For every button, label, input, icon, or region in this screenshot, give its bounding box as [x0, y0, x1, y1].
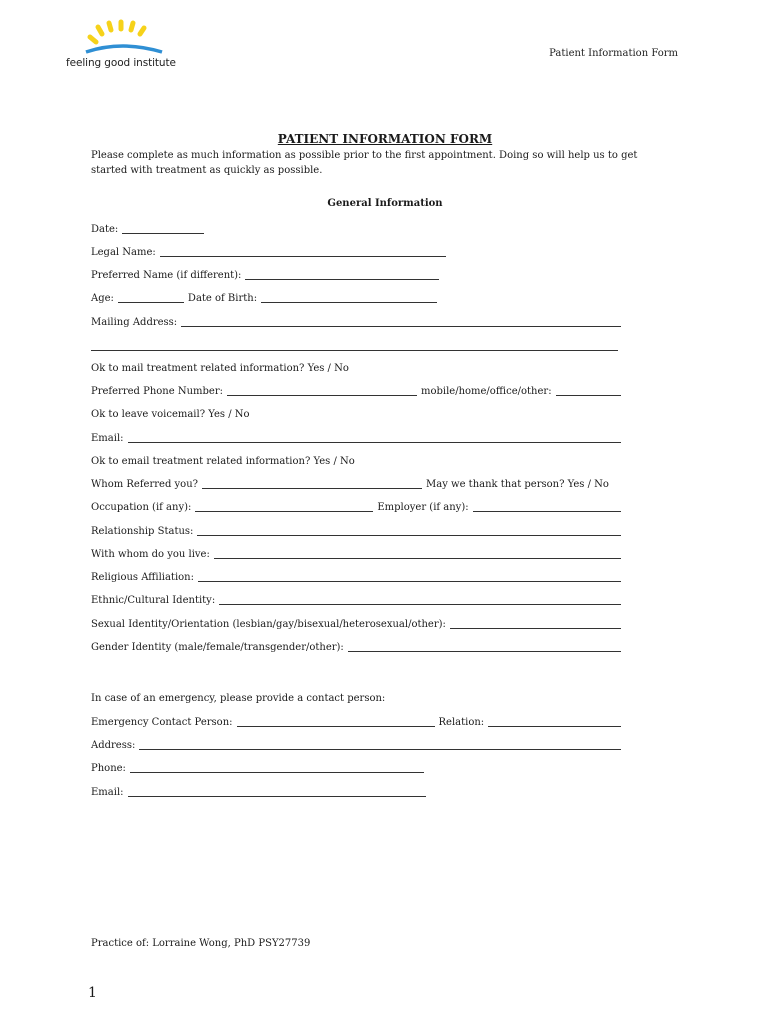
religious-field[interactable] — [198, 572, 621, 582]
relationship-field[interactable] — [197, 526, 621, 536]
page-number: 1 — [88, 985, 97, 1001]
preferred-phone-field[interactable] — [227, 386, 417, 396]
date-label: Date: — [91, 224, 119, 235]
relation-label: Relation: — [438, 717, 485, 728]
section-heading-general: General Information — [327, 198, 443, 209]
address-label: Address: — [91, 740, 136, 751]
emergency-intro-row — [91, 690, 621, 704]
occupation-label: Occupation (if any): — [91, 502, 192, 513]
email-row — [91, 430, 621, 444]
phone-row — [91, 760, 621, 774]
form-intro: Please complete as much information as possible prior to the first appointment. Doing so will help us to get started with treatment as quickly as possible. — [91, 150, 638, 176]
relationship-label: Relationship Status: — [91, 526, 194, 537]
ok-voicemail-row — [91, 406, 621, 420]
email2-field[interactable] — [128, 787, 426, 797]
age-dob-row — [91, 290, 621, 304]
mailing-address-label: Mailing Address: — [91, 317, 178, 328]
gender-identity-field[interactable] — [348, 642, 621, 652]
legal-name-field[interactable] — [160, 247, 446, 257]
phone-label: Phone: — [91, 763, 126, 774]
gender-identity-label: Gender Identity (male/female/transgender/other): — [91, 642, 344, 653]
employer-label: Employer (if any): — [377, 502, 469, 513]
ethnic-field[interactable] — [219, 595, 621, 605]
email-field[interactable] — [128, 433, 621, 443]
sun-logo-icon — [62, 18, 182, 58]
dob-label: Date of Birth: — [187, 293, 258, 304]
live-with-field[interactable] — [214, 549, 621, 559]
ok-mail-question[interactable]: Ok to mail treatment related information? Yes / No — [91, 363, 349, 374]
live-with-row — [91, 546, 621, 560]
phone-type-label: mobile/home/office/other: — [420, 386, 552, 397]
legal-name-row — [91, 244, 621, 258]
sexual-identity-field[interactable] — [450, 619, 621, 629]
email2-row — [91, 784, 621, 798]
email-label: Email: — [91, 433, 124, 444]
ok-email-row — [91, 453, 621, 467]
logo-text: feeling good institute — [66, 57, 176, 69]
legal-name-label: Legal Name: — [91, 247, 156, 258]
phone-field[interactable] — [130, 763, 424, 773]
email2-label: Email: — [91, 787, 124, 798]
preferred-name-field[interactable] — [245, 270, 439, 280]
emergency-intro: In case of an emergency, please provide a contact person: — [91, 693, 386, 704]
practice-footer: Practice of: Lorraine Wong, PhD PSY27739 — [91, 938, 311, 949]
age-label: Age: — [91, 293, 114, 304]
ok-mail-row — [91, 360, 621, 374]
preferred-phone-row — [91, 383, 621, 397]
relation-field[interactable] — [488, 717, 621, 727]
mailing-address-row-2 — [91, 337, 621, 351]
address-field[interactable] — [139, 740, 621, 750]
religious-row — [91, 569, 621, 583]
sexual-identity-label: Sexual Identity/Orientation (lesbian/gay/bisexual/heterosexual/other): — [91, 619, 446, 630]
mailing-address-field-2[interactable] — [91, 341, 618, 351]
preferred-name-label: Preferred Name (if different): — [91, 270, 242, 281]
employer-field[interactable] — [473, 502, 621, 512]
date-row — [91, 221, 621, 235]
gender-identity-row — [91, 639, 621, 653]
mailing-address-row — [91, 314, 621, 328]
date-field[interactable] — [122, 224, 204, 234]
referred-row — [91, 476, 631, 490]
ethnic-label: Ethnic/Cultural Identity: — [91, 595, 216, 606]
mailing-address-field[interactable] — [181, 317, 621, 327]
dob-field[interactable] — [261, 293, 437, 303]
phone-type-field[interactable] — [556, 386, 621, 396]
occupation-row — [91, 499, 621, 513]
preferred-phone-label: Preferred Phone Number: — [91, 386, 223, 397]
age-field[interactable] — [118, 293, 184, 303]
address-row — [91, 737, 621, 751]
religious-label: Religious Affiliation: — [91, 572, 194, 583]
occupation-field[interactable] — [195, 502, 373, 512]
emergency-contact-row — [91, 714, 621, 728]
document-label: Patient Information Form — [549, 48, 678, 59]
emergency-contact-label: Emergency Contact Person: — [91, 717, 233, 728]
ok-voicemail-question[interactable]: Ok to leave voicemail? Yes / No — [91, 409, 250, 420]
sexual-identity-row — [91, 616, 621, 630]
relationship-row — [91, 523, 621, 537]
emergency-contact-field[interactable] — [237, 717, 435, 727]
ethnic-row — [91, 592, 621, 606]
ok-email-question[interactable]: Ok to email treatment related information? Yes / No — [91, 456, 355, 467]
logo — [62, 18, 182, 74]
whom-referred-field[interactable] — [202, 479, 422, 489]
form-title: PATIENT INFORMATION FORM — [277, 132, 493, 146]
whom-referred-label: Whom Referred you? — [91, 479, 198, 490]
preferred-name-row — [91, 267, 621, 281]
thank-person-question[interactable]: May we thank that person? Yes / No — [426, 479, 609, 490]
live-with-label: With whom do you live: — [91, 549, 210, 560]
